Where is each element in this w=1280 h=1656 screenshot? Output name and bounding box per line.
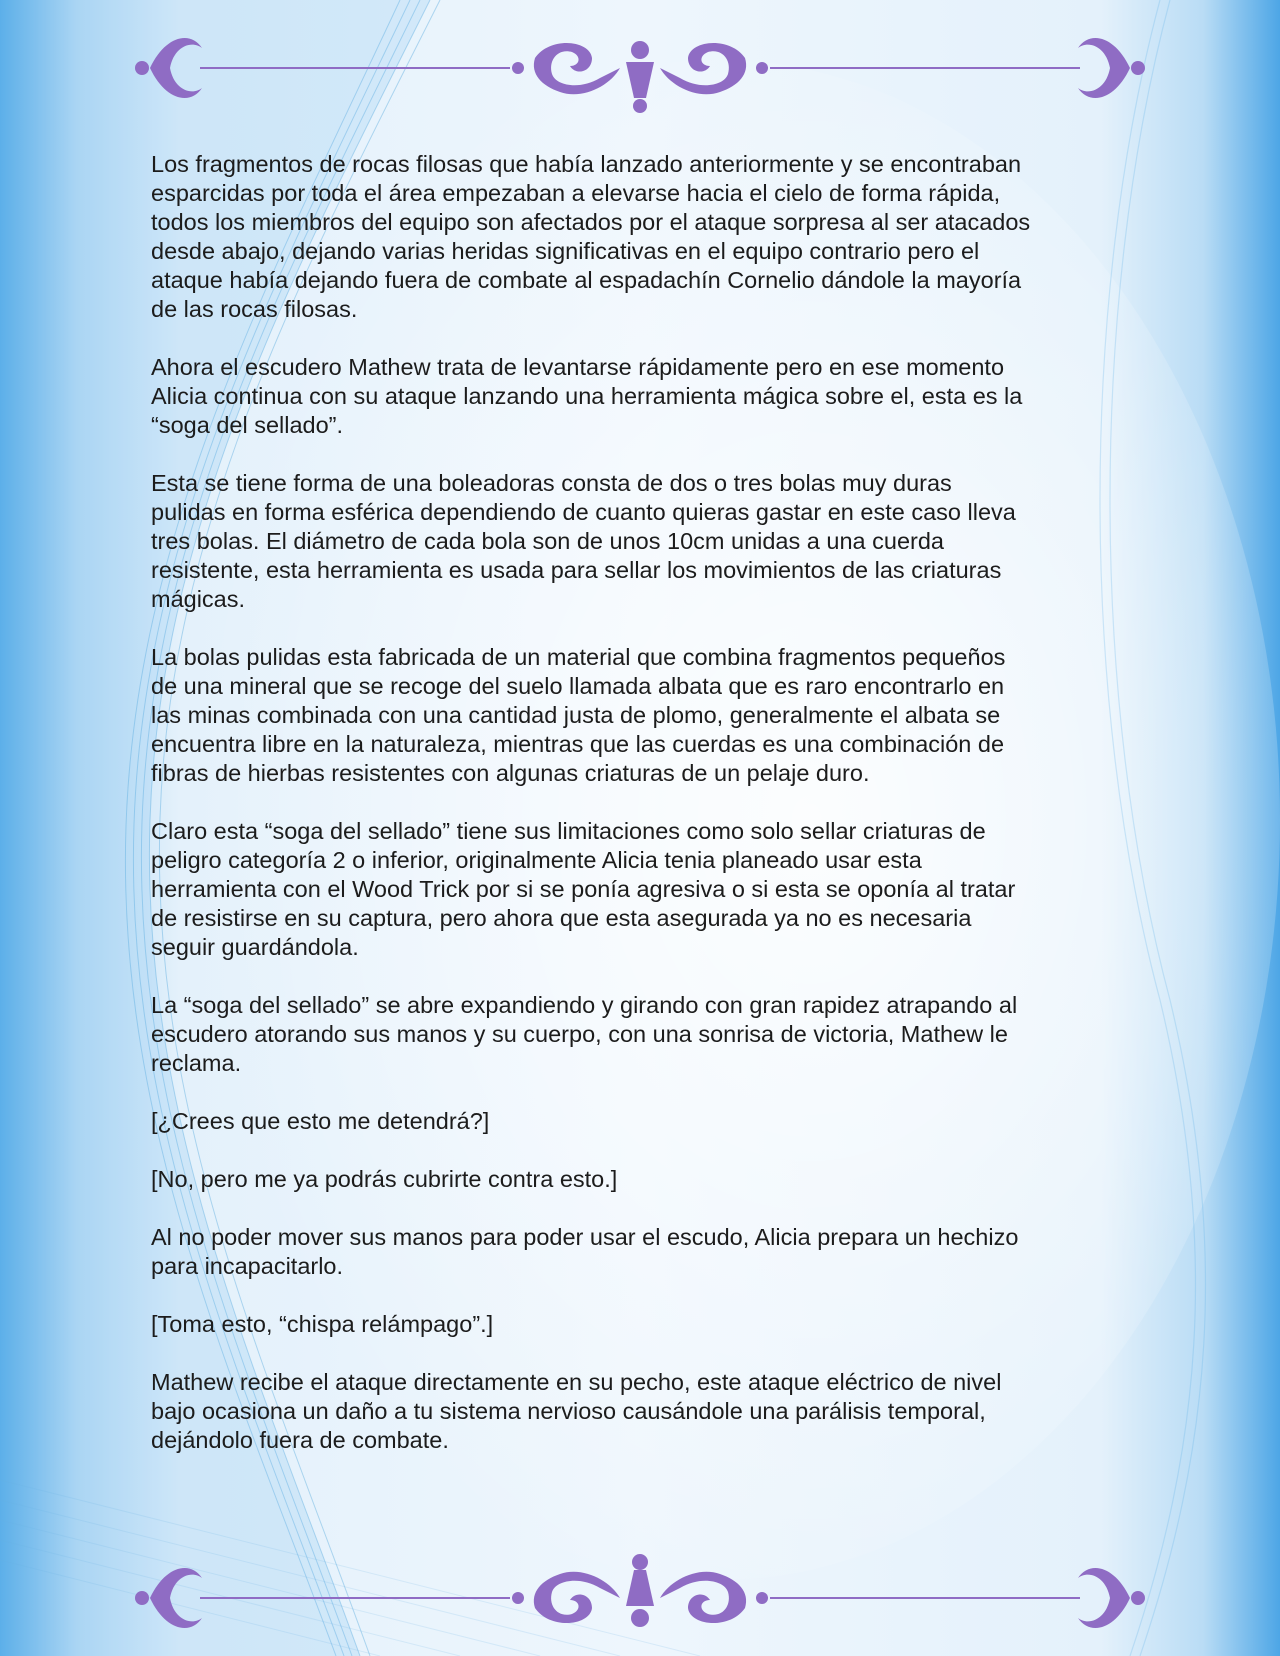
dialogue-line: [No, pero me ya podrás cubrirte contra esto.] — [151, 1166, 618, 1192]
paragraph: Ahora el escudero Mathew trata de levantarse rápidamente pero en ese momento Alicia continua con su ataque lanzando una herramienta mágica sobre el, esta es la “soga del sellado”. — [151, 354, 1023, 438]
dialogue-line: [¿Crees que esto me detendrá?] — [151, 1108, 490, 1134]
bottom-ornament — [130, 1552, 1150, 1642]
paragraph: La bolas pulidas esta fabricada de un material que combina fragmentos pequeños de una mineral que se recoge del suelo llamada albata que es raro encontrarlo en las minas combinada con una cantidad justa de plomo, generalmente el albata se encuentra libre en la naturaleza, mientras que las cuerdas es una combinación de fibras de hierbas resistentes con algunas criaturas de un pelaje duro. — [151, 644, 1006, 786]
dialogue-line: [Toma esto, “chispa relámpago”.] — [151, 1311, 494, 1337]
paragraph: Claro esta “soga del sellado” tiene sus limitaciones como solo sellar criaturas de peligro categoría 2 o inferior, originalmente Alicia tenia planeado usar esta herramienta con el Wood Trick por si se ponía agresiva o si esta se oponía al tratar de resistirse en su captura, pero ahora que esta asegurada ya no es necesaria seguir guardándola. — [151, 818, 1016, 960]
paragraph: Al no poder mover sus manos para poder usar el escudo, Alicia prepara un hechizo para incapacitarlo. — [151, 1224, 1019, 1279]
paragraph: Los fragmentos de rocas filosas que había lanzado anteriormente y se encontraban esparcidas por toda el área empezaban a elevarse hacia el cielo de forma rápida, todos los miembros del equipo son afectados por el ataque sorpresa al ser atacados desde abajo, dejando varias heridas significativas en el equipo contrario pero el ataque había dejando fuera de combate al espadachín Cornelio dándole la mayoría de las rocas filosas. — [151, 151, 1031, 322]
document-body — [151, 150, 1101, 1484]
paragraph: La “soga del sellado” se abre expandiendo y girando con gran rapidez atrapando al escudero atorando sus manos y su cuerpo, con una sonrisa de victoria, Mathew le reclama. — [151, 992, 1018, 1076]
paragraph: Esta se tiene forma de una boleadoras consta de dos o tres bolas muy duras pulidas en forma esférica dependiendo de cuanto quieras gastar en este caso lleva tres bolas. El diámetro de cada bola son de unos 10cm unidas a una cuerda resistente, esta herramienta es usada para sellar los movimientos de las criaturas mágicas. — [151, 470, 1016, 612]
paragraph: Mathew recibe el ataque directamente en su pecho, este ataque eléctrico de nivel bajo ocasiona un daño a tu sistema nervioso causándole una parálisis temporal, dejándolo fuera de combate. — [151, 1369, 1002, 1453]
top-ornament — [130, 28, 1150, 118]
